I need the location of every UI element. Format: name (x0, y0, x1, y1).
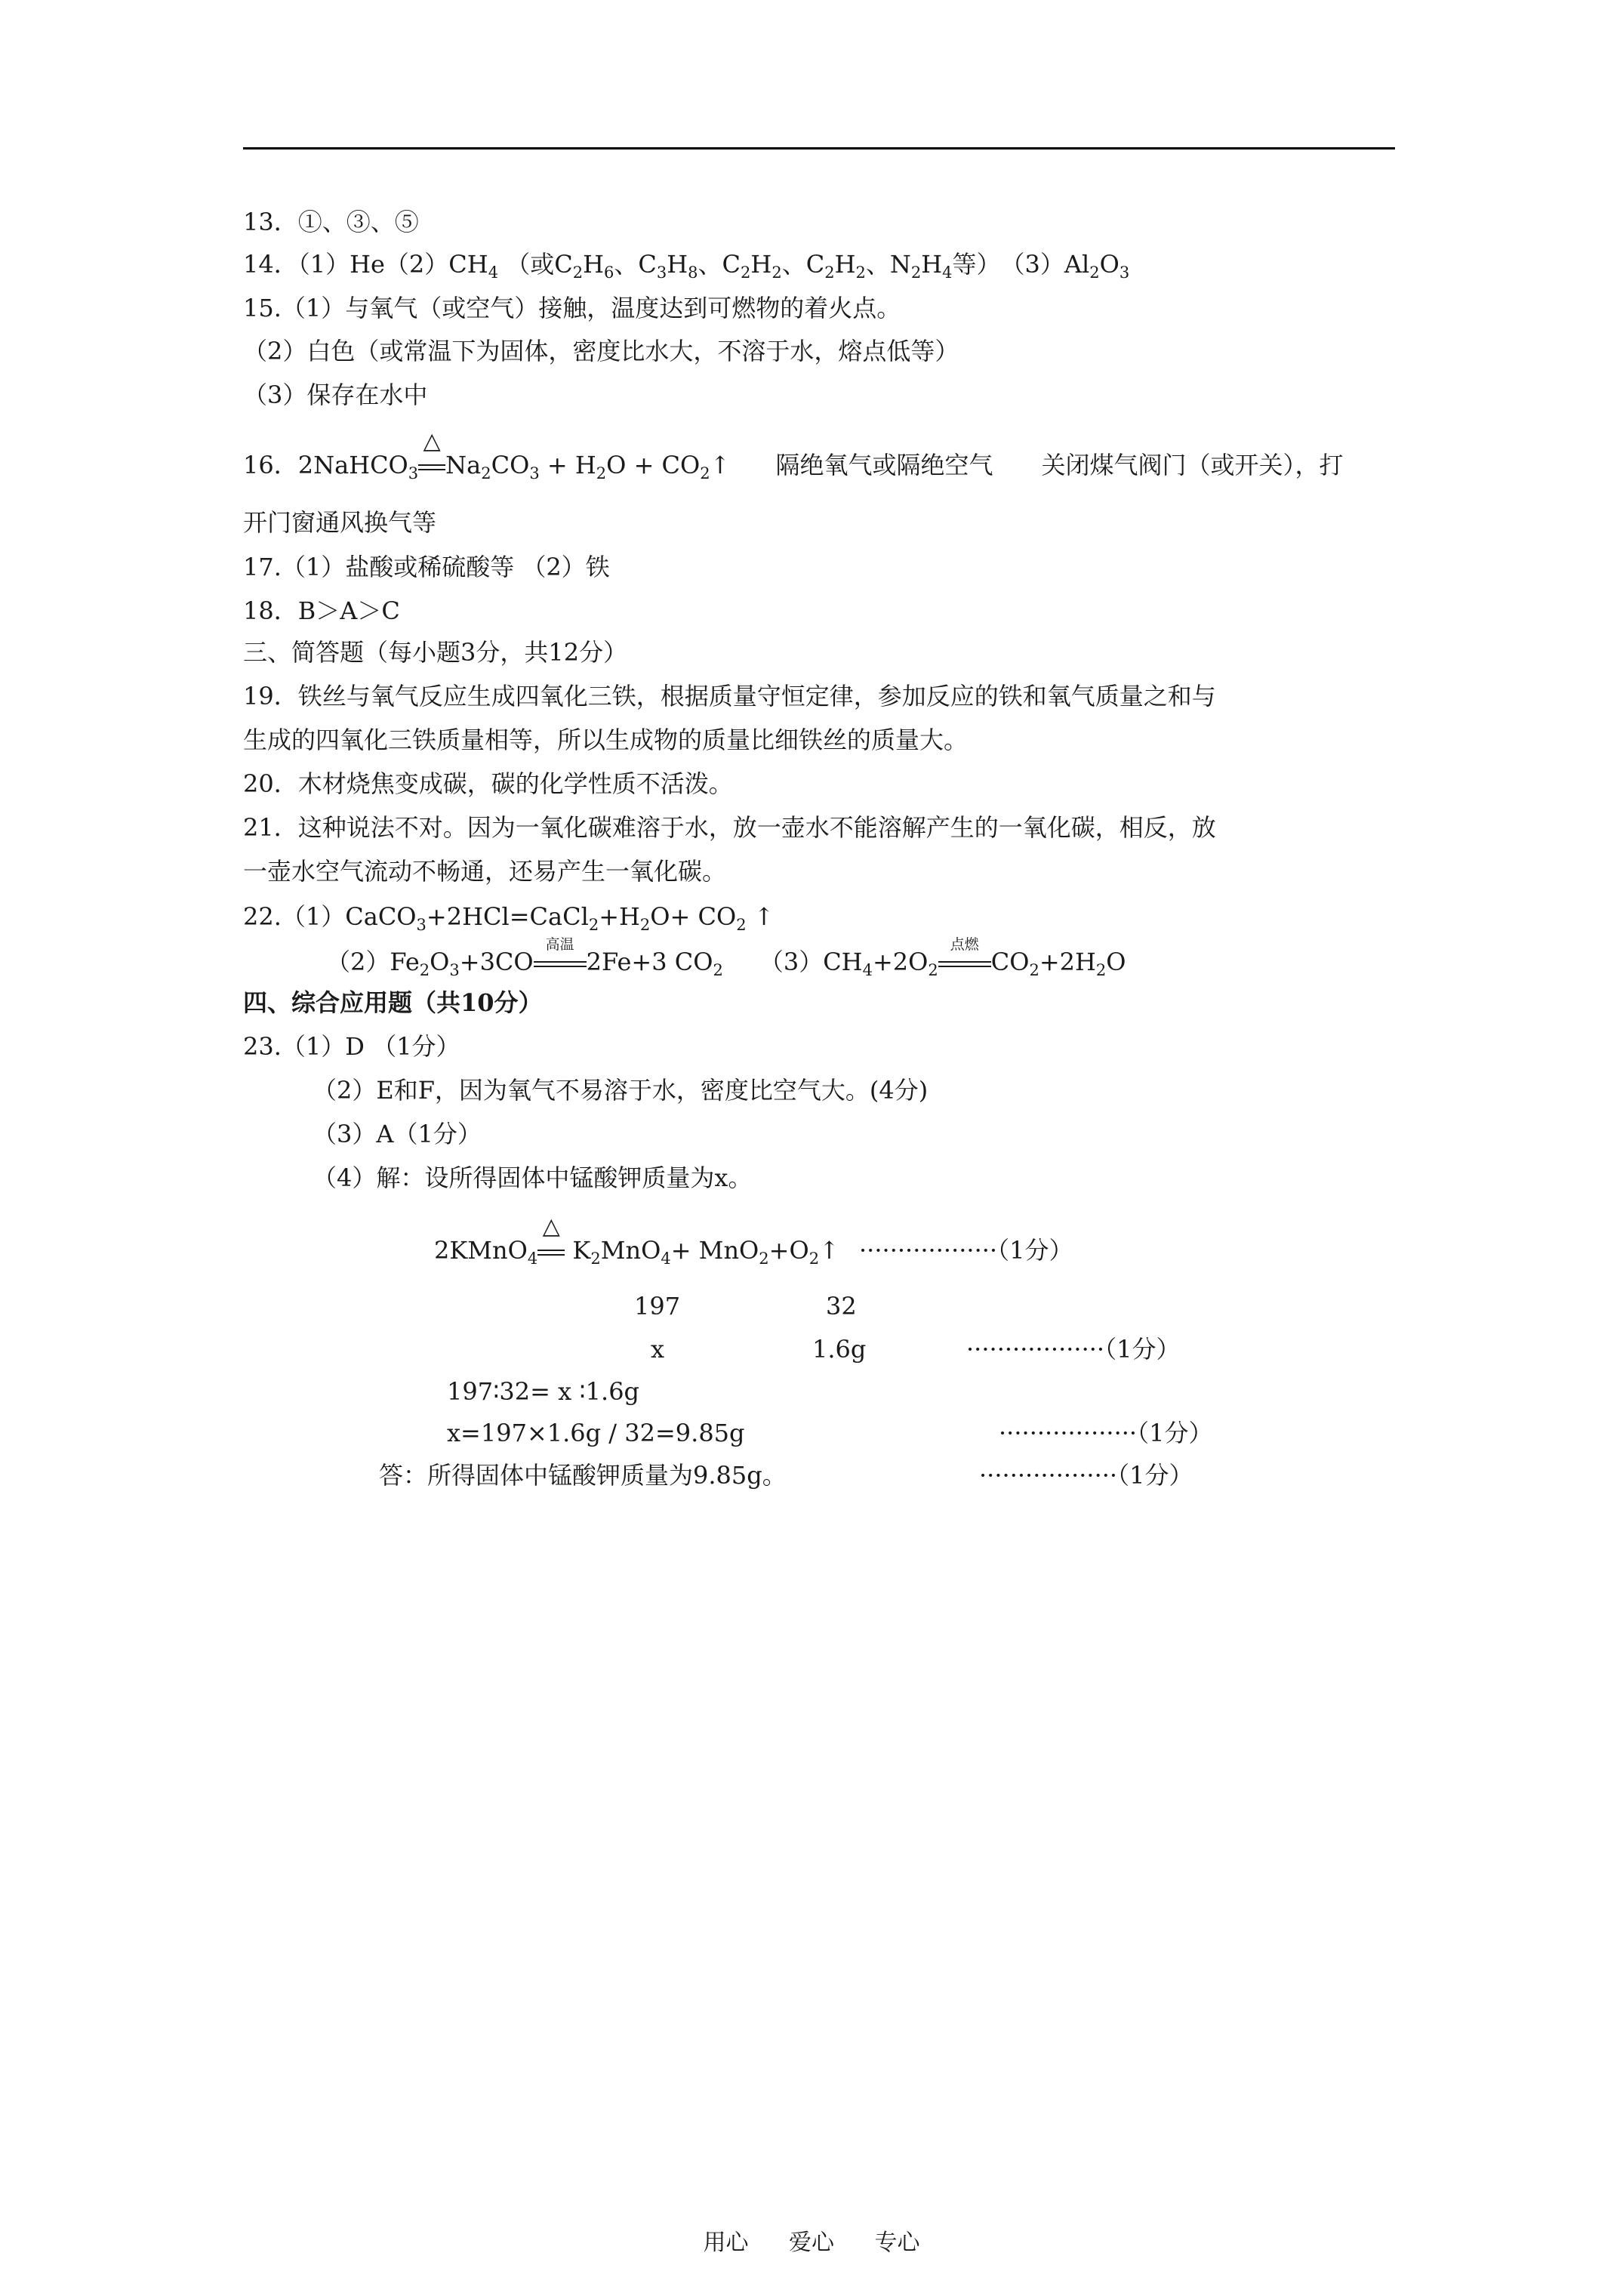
answer-23-2: （2）E和F，因为氧气不易溶于水，密度比空气大。(4分) (313, 1076, 929, 1105)
answer-21-line1: 21．这种说法不对。因为一氧化碳难溶于水，放一壶水不能溶解产生的一氧化碳，相反，放 (243, 813, 1216, 842)
answer-20: 20．木材烧焦变成碳，碳的化学性质不活泼。 (243, 769, 733, 798)
footer-word-2: 爱心 (789, 2230, 834, 2256)
answer-14: 14．$(1)He(2)CH_4$ （或$C_2H_6$、$C_3H_8$、$C_2H_2$、$C_2H_2$、$N_2H_4$等） $(3)Al_2O_3$ (243, 250, 1130, 282)
answer-18: 18．B＞A＞C (243, 596, 400, 625)
answer-15-2: （2）白色（或常温下为固体，密度比水大，不溶于水，熔点低等） (243, 337, 959, 365)
section-three-heading: 三、简答题（每小题3分，共12分） (243, 638, 628, 667)
molar-mass-o2: 32 (826, 1292, 857, 1321)
score-calc: ··················（1分） (966, 1335, 1181, 1364)
answer-23-1: 23.（1）D （1分） (243, 1032, 460, 1061)
heat-condition: △ (537, 1238, 565, 1262)
answer-16-line1: 16．2NaHCO$_3$ △ $Na_2CO_3 + H_2O$ + $CO_2↑$ 隔绝氧气或隔绝空气 关闭煤气阀门（或开关），打 (243, 428, 1344, 482)
score-eq: ··················（1分） (859, 1236, 1073, 1265)
molar-mass-kmno4: 197 (634, 1292, 681, 1321)
answer-15-3: （3）保存在水中 (243, 381, 428, 409)
answer-19-line2: 生成的四氧化三铁质量相等，所以生成物的质量比细铁丝的质量大。 (243, 726, 969, 754)
result-line: x=197×1.6g / 32=9.85g (447, 1419, 745, 1447)
answer-15-1: 15.（1）与氧气（或空气）接触，温度达到可燃物的着火点。 (243, 294, 901, 322)
score-answer: ··················（1分） (979, 1461, 1193, 1490)
score-result: ··················（1分） (999, 1419, 1213, 1447)
mass-o2: 1.6g (812, 1335, 867, 1364)
answer-19-line1: 19．铁丝与氧气反应生成四氧化三铁，根据质量守恒定律，参加反应的铁和氧气质量之和与 (243, 682, 1216, 710)
answer-23-4: （4）解：设所得固体中锰酸钾质量为x。 (313, 1163, 753, 1192)
heat-condition: △ (418, 453, 445, 477)
section-four-heading: 四、综合应用题（共10分） (243, 988, 543, 1017)
header-rule (243, 147, 1395, 149)
unknown-x: x (651, 1335, 665, 1364)
reaction-equation: 2KMnO$_4$ △ $K_2MnO_4+$ $MnO_2+O_2↑$ (434, 1213, 839, 1268)
answer-21-line2: 一壶水空气流动不畅通，还易产生一氧化碳。 (243, 857, 727, 886)
ratio-line: 197∶32= x ∶1.6g (447, 1377, 640, 1406)
answer-22-2: $(2)Fe_2O_3+3CO$ 高温 2Fe+3 $CO_2$ $(3)CH_4+2O_2$ 点燃 $CO_2+2H_2O$ (326, 936, 1126, 979)
answer-23-3: （3）A（1分） (313, 1120, 482, 1148)
footer-word-1: 用心 (703, 2230, 749, 2256)
answer-22-1: $22.(1)CaCO_3+2HCl=CaCl_2+H_2O+ CO_2$ ↑ (243, 902, 775, 934)
high-temp-condition: 高温 (534, 950, 587, 974)
ignite-condition: 点燃 (938, 950, 991, 974)
final-answer: 答：所得固体中锰酸钾质量为9.85g。 (379, 1461, 787, 1490)
footer-word-3: 专心 (874, 2230, 920, 2256)
answer-13: 13．①、③、⑤ (243, 208, 419, 236)
answer-16-line2: 开门窗通风换气等 (243, 508, 437, 537)
page-footer (0, 2224, 1623, 2257)
answer-17: 17.（1）盐酸或稀硫酸等 （2）铁 (243, 553, 610, 581)
